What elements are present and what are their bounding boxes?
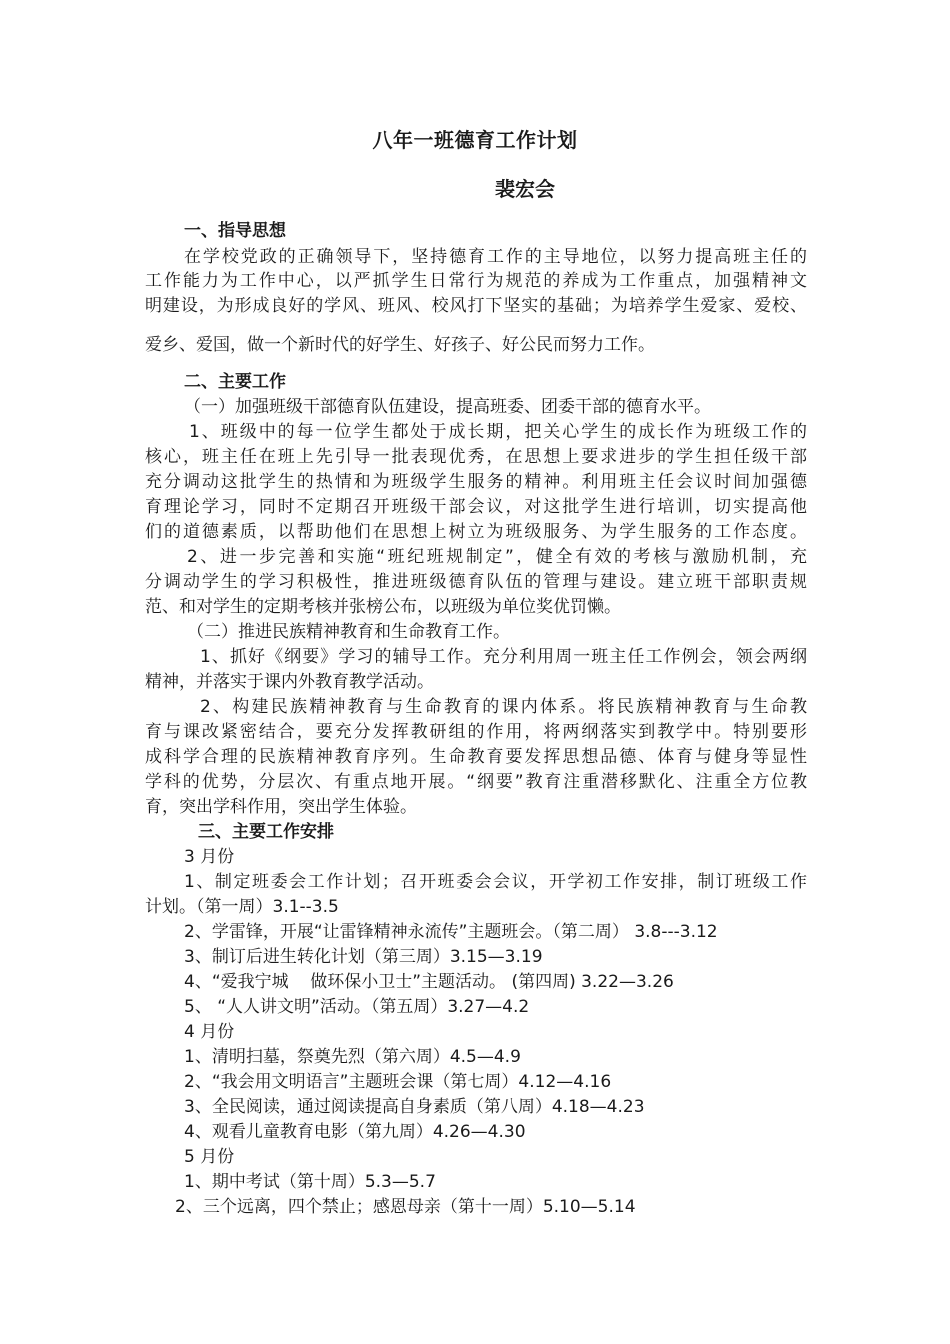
paragraph-line: 范、和对学生的定期考核并张榜公布，以班级为单位奖优罚懒。 xyxy=(145,597,621,617)
paragraph-line: 核心，班主任在班上先引导一批表现优秀，在思想上要求进步的学生担任级干部 xyxy=(145,447,807,467)
paragraph-line: 爱乡、爱国，做一个新时代的好学生、好孩子、好公民而努力工作。 xyxy=(145,335,655,355)
schedule-item: 3、全民阅读，通过阅读提高自身素质（第八周）4.18—4.23 xyxy=(184,1097,645,1117)
schedule-item: 1、期中考试（第十周）5.3—5.7 xyxy=(184,1172,436,1192)
paragraph-line: 育与课改紧密结合，要充分发挥教研组的作用，将两纲落实到教学中。特别要形 xyxy=(145,722,807,742)
document-title: 八年一班德育工作计划 xyxy=(372,128,578,152)
schedule-item: 2、三个远离，四个禁止；感恩母亲（第十一周）5.10—5.14 xyxy=(175,1197,636,1217)
subsection-heading: （一）加强班级干部德育队伍建设，提高班委、团委干部的德育水平。 xyxy=(184,397,711,417)
paragraph-line: 1、班级中的每一位学生都处于成长期，把关心学生的成长作为班级工作的 xyxy=(189,422,807,442)
paragraph-line: 成科学合理的民族精神教育序列。生命教育要发挥思想品德、体育与健身等显性 xyxy=(145,747,807,767)
section-heading-main-work: 二、主要工作 xyxy=(184,372,286,392)
paragraph-line: 育理论学习，同时不定期召开班级干部会议，对这批学生进行培训，切实提高他 xyxy=(145,497,807,517)
schedule-item: 5、 “人人讲文明”活动。（第五周）3.27—4.2 xyxy=(184,997,530,1017)
paragraph-line: 2、进一步完善和实施“班纪班规制定”，健全有效的考核与激励机制，充 xyxy=(187,547,807,567)
schedule-item: 2、学雷锋，开展“让雷锋精神永流传”主题班会。（第二周） 3.8---3.12 xyxy=(184,922,718,942)
paragraph-line: 精神，并落实于课内外教育教学活动。 xyxy=(145,672,434,692)
schedule-item: 3、制订后进生转化计划（第三周）3.15—3.19 xyxy=(184,947,543,967)
month-heading: 5 月份 xyxy=(184,1147,235,1167)
section-heading-work-schedule: 三、主要工作安排 xyxy=(198,822,334,842)
month-heading: 3 月份 xyxy=(184,847,235,867)
paragraph-line: 在学校党政的正确领导下，坚持德育工作的主导地位，以努力提高班主任的 xyxy=(184,247,807,267)
section-heading-guiding-ideology: 一、指导思想 xyxy=(184,221,286,241)
month-heading: 4 月份 xyxy=(184,1022,235,1042)
paragraph-line: 学科的优势，分层次、有重点地开展。“纲要”教育注重潜移默化、注重全方位教 xyxy=(145,772,807,792)
paragraph-line: 1、抓好《纲要》学习的辅导工作。充分利用周一班主任工作例会，领会两纲 xyxy=(200,647,807,667)
paragraph-line: 分调动学生的学习积极性，推进班级德育队伍的管理与建设。建立班干部职责规 xyxy=(145,572,807,592)
subsection-heading: （二）推进民族精神教育和生命教育工作。 xyxy=(187,622,510,642)
schedule-item: 1、清明扫墓，祭奠先烈（第六周）4.5—4.9 xyxy=(184,1047,521,1067)
schedule-item: 1、制定班委会工作计划；召开班委会会议，开学初工作安排，制订班级工作 xyxy=(184,872,807,892)
paragraph-line: 2、构建民族精神教育与生命教育的课内体系。将民族精神教育与生命教 xyxy=(200,697,807,717)
paragraph-line: 充分调动这批学生的热情和为班级学生服务的精神。利用班主任会议时间加强德 xyxy=(145,472,807,492)
schedule-item: 4、观看儿童教育电影（第九周）4.26—4.30 xyxy=(184,1122,526,1142)
schedule-item: 2、“我会用文明语言”主题班会课（第七周）4.12—4.16 xyxy=(184,1072,612,1092)
paragraph-line: 工作能力为工作中心，以严抓学生日常行为规范的养成为工作重点，加强精神文 xyxy=(145,271,807,291)
paragraph-line: 们的道德素质，以帮助他们在思想上树立为班级服务、为学生服务的工作态度。 xyxy=(145,522,807,542)
paragraph-line: 明建设，为形成良好的学风、班风、校风打下坚实的基础；为培养学生爱家、爱校、 xyxy=(145,296,807,316)
schedule-item: 计划。（第一周）3.1--3.5 xyxy=(145,897,339,917)
document-author: 裴宏会 xyxy=(495,177,555,201)
schedule-item: 4、“爱我宁城 做环保小卫士”主题活动。 (第四周) 3.22—3.26 xyxy=(184,972,674,992)
paragraph-line: 育，突出学科作用，突出学生体验。 xyxy=(145,797,417,817)
